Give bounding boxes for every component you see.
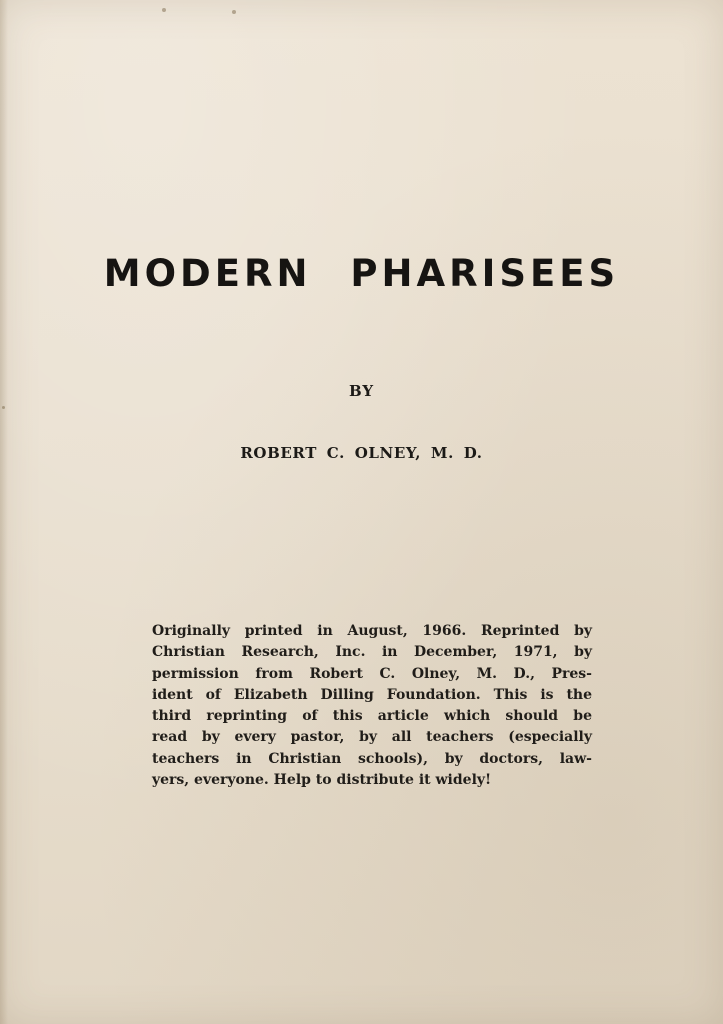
note-line: permission from Robert C. Olney, M. D., Pres-	[152, 665, 592, 682]
author-name: ROBERT C. OLNEY, M. D.	[240, 444, 483, 462]
note-line: ident of Elizabeth Dilling Foundation. This is the	[152, 686, 592, 703]
paper-speck	[162, 8, 166, 12]
note-line: read by every pastor, by all teachers (especially	[152, 729, 592, 746]
note-line: third reprinting of this article which should be	[152, 708, 592, 725]
note-line: teachers in Christian schools), by doctors, law-	[152, 750, 592, 767]
cover-title: MODERN PHARISEES	[103, 252, 620, 295]
note-line: Christian Research, Inc. in December, 1971, by	[152, 644, 592, 661]
byline: BY	[348, 382, 375, 400]
note-line: yers, everyone. Help to distribute it widely!	[152, 772, 492, 789]
paper-speck	[2, 406, 5, 409]
publication-note	[152, 621, 592, 791]
note-line: Originally printed in August, 1966. Reprinted by	[152, 623, 592, 639]
paper-speck	[232, 10, 236, 14]
